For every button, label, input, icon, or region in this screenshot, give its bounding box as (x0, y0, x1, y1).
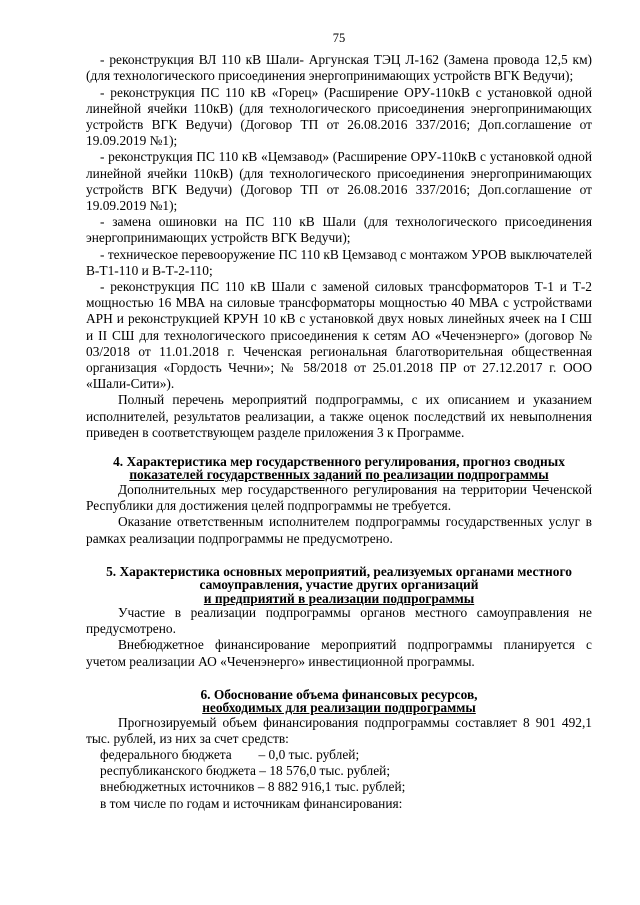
list-item-urov: - техническое перевооружение ПС 110 кВ Цемзавод с монтажом УРОВ выключателей В-Т1-110 и В-Т-2-110; (86, 246, 592, 278)
list-item-ps-cemzavod: - реконструкция ПС 110 кВ «Цемзавод» (Расширение ОРУ-110кВ с установкой одной линейной ячейки 110кВ) (для технологического присоединения энергопринимающих устройств ВГК Ведучи) (Договор ТП от 26.08.2016 337/2016; Доп.соглашение от 19.09.2019 №1); (86, 149, 592, 214)
section-6-heading (86, 688, 592, 715)
section-4-heading-line-2: показателей государственных заданий по реализации подпрограммы (129, 467, 549, 483)
list-item-ps-gorets: - реконструкция ПС 110 кВ «Горец» (Расширение ОРУ-110кВ с установкой одной линейной ячейки 110кВ) (для технологического присоединения энергопринимающих устройств ВГК Ведучи) (Договор ТП от 26.08.2016 337/2016; Доп.соглашение от 19.09.2019 №1); (86, 84, 592, 149)
funding-federal: федерального бюджета – 0,0 тыс. рублей; (100, 746, 360, 762)
funding-extrabudgetary: внебюджетных источников – 8 882 916,1 тыс. рублей; (100, 779, 406, 795)
section-4-paragraph: Оказание ответственным исполнителем подпрограммы государственных услуг в рамках реализации подпрограммы не предусмотрено. (86, 514, 592, 546)
list-item-oshinovka: - замена ошиновки на ПС 110 кВ Шали (для технологического присоединения энергопринимающих устройств ВГК Ведучи); (86, 214, 592, 246)
page-number: 75 (332, 31, 346, 45)
section-4-paragraph: Дополнительных мер государственного регулирования на территории Чеченской Республики для достижения целей подпрограммы не требуется. (86, 481, 592, 514)
section-5-heading-line-1: 5. Характеристика основных мероприятий, реализуемых органами местного (106, 563, 572, 579)
section-6-intro: Прогнозируемый объем финансирования подпрограммы составляет 8 901 492,1 тыс. рублей, из них за счет средств: (86, 714, 592, 746)
section-5-heading-line-3: и предприятий в реализации подпрограммы (203, 590, 475, 606)
section-4-heading-line-1: 4. Характеристика мер государственного регулирования, прогноз сводных (113, 454, 565, 470)
list-item-ps-shali-transformers: - реконструкция ПС 110 кВ Шали с заменой силовых трансформаторов Т-1 и Т-2 мощностью 16 МВА на силовые трансформаторы мощностью 40 МВА с устройствами АРН и реконструкцией КРУН 10 кВ с установкой двух новых линейных ячеек на I СШ и II СШ для технологического присоединения к сетям АО «Чеченэнерго» (договор № 03/2018 от 11.01.2018 г. Чеченская региональная благотворительная общественная организация «Гордость Чечни»; № 58/2018 от 25.01.2018 ПР от 27.12.2017 г. ООО «Шали-Сити»). (86, 279, 592, 392)
funding-by-years: в том числе по годам и источникам финансирования: (100, 795, 403, 811)
section-5-heading (86, 565, 592, 605)
full-list-paragraph: Полный перечень мероприятий подпрограммы, с их описанием и указанием исполнителей, результатов реализации, а также оценок последствий их невыполнения приведен в соответствующем разделе приложения 3 к Программе. (86, 392, 592, 440)
section-5-heading-line-2: самоуправления, участие других организаций (199, 577, 479, 593)
funding-republican: республиканского бюджета – 18 576,0 тыс. рублей; (100, 763, 391, 779)
list-item-vl-shali: - реконструкция ВЛ 110 кВ Шали- Аргунская ТЭЦ Л-162 (Замена провода 12,5 км) (для технологического присоединения энергопринимающих устройств ВГК Ведучи); (86, 52, 592, 84)
section-5-paragraph: Внебюджетное финансирование мероприятий подпрограммы планируется с учетом реализации АО «Чеченэнерго» инвестиционной программы. (86, 637, 592, 669)
section-6-heading-line-2: необходимых для реализации подпрограммы (202, 700, 476, 716)
section-4-heading (86, 455, 592, 482)
section-5-paragraph: Участие в реализации подпрограммы органов местного самоуправления не предусмотрено. (86, 604, 592, 637)
section-6-heading-line-1: 6. Обоснование объема финансовых ресурсов, (200, 686, 478, 702)
